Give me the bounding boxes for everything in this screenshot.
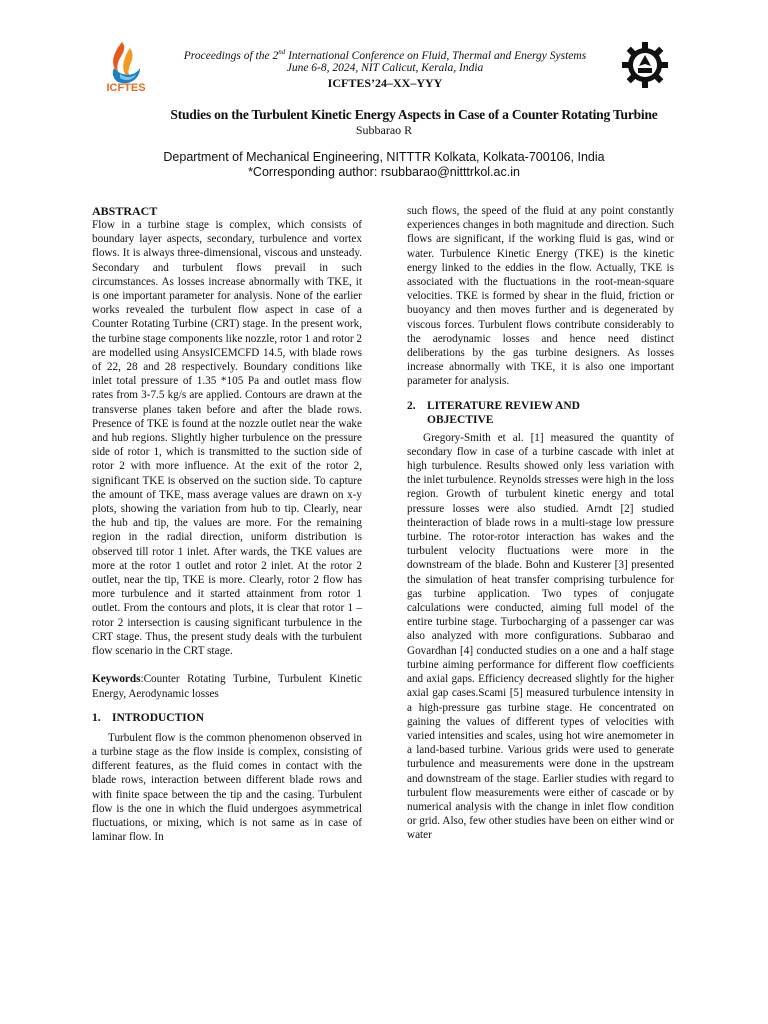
section-title	[427, 399, 580, 427]
institute-seal	[620, 40, 670, 90]
section-number: 1.	[92, 711, 101, 724]
keywords-label: Keywords	[92, 673, 141, 686]
section-number: 2.	[407, 399, 416, 412]
introduction-paragraph-continued: such flows, the speed of the fluid at any point constantly experiences changes in both magnitude and direction. Such flows are significant, if the working fluid is gas, wind or water. Turbulence Kinetic Energy (TKE) is the kinetic energy linked to the eddies in the flow. Actually, TKE is associated with the fluctuations in the root-mean-square velocities. TKE is formed by shear in the fluid, friction or buoyancy and then moves further and is degenerated by viscous forces. Turbulent flows contribute considerably to the aerodynamic losses and hence need distinct deliberations by the gas turbine designers. As losses increase abnormally with TKE, it is also one important parameter for analysis.	[407, 205, 674, 388]
corresponding-author: *Corresponding author: rsubbarao@nitttrkol.ac.in	[248, 165, 520, 179]
right-column	[407, 204, 674, 843]
section-title-line2: OBJECTIVE	[427, 413, 494, 426]
affiliation-block	[0, 150, 768, 180]
conference-info	[170, 46, 600, 91]
page-header	[0, 0, 768, 100]
paper-id: ICFTES’24–XX–YYY	[327, 75, 443, 90]
literature-review-paragraph: Gregory-Smith et al. [1] measured the quantity of secondary flow in case of a turbine cascade with inlet at high turbulence. Results showed only less variation with the inlet turbulence. Reynolds stresses were high in the loss region. Growth of turbulent kinetic energy and total pressure losses were also studied. Arndt [2] studied theinteraction of blade rows in a multi-stage low pressure turbine. The rotor-rotor interaction has wakes and the turbulent velocity fluctuations were more in the downstream of the blade. Bohn and Kusterer [3] presented the simulation of heat transfer comprising turbulence for gas turbine application. Two types of conjugate calculations were conducted, aiming full model of the entire turbine stage. Turbocharging of a passenger car was also analyzed with more configurations. Subbarao and Govardhan [4] conducted studies on a one and a half stage turbine aiming performance for different flow coefficients and axial gaps. Efficiency decreased slightly for the higher axial gap cases.Scami [5] measured turbulence intensity in a high-pressure gas turbine stage. He concentrated on gaining the values of different types of velocities with varied intensities and scales, using hot wire anemometer in a land-based turbine. Various grids were used to generate turbulence and measurements were done in the upstream and downstream of the stage. Earlier studies with regard to turbulent flow measurements were either of cascade or by numerical analysis with the change in inlet flow condition or grid. Also, few other studies have been on either wind or water	[407, 431, 674, 842]
affiliation: Department of Mechanical Engineering, NITTTR Kolkata, Kolkata-700106, India	[163, 150, 605, 164]
keywords-text: :Counter Rotating Turbine, Turbulent Kinetic Energy, Aerodynamic losses	[92, 673, 362, 700]
section-heading-introduction	[92, 711, 362, 725]
paper-title: Studies on the Turbulent Kinetic Energy Aspects in Case of a Counter Rotating Turbine	[170, 107, 658, 122]
icftes-logo	[100, 38, 152, 98]
gear-emblem-icon	[620, 40, 670, 90]
section-title: INTRODUCTION	[112, 711, 205, 724]
logo-wordmark: ICFTES	[106, 82, 146, 94]
abstract-text: Flow in a turbine stage is complex, which consists of boundary layer aspects, secondary, turbulence and vortex flows. It is always three-dimensional, viscous and unsteady. Secondary and turbulent flows prevail in such circumstances. As losses increase abnormally with TKE, it is one important parameter for analysis. None of the earlier works revealed the turbulent flow aspect in case of a Counter Rotating Turbine (CRT) stage. In the present work, the turbine stage components like nozzle, rotor 1 and rotor 2 are modelled using AnsysICEMCFD 14.5, with blade rows of 22, 28 and 28 respectively. Boundary conditions like inlet total pressure of 1.35 *105 Pa and outlet mass flow rates from 3-7.5 kg/s are applied. Contours are drawn at the transverse planes taken before and after the blade rows. Presence of TKE is found at the nozzle outlet near the wake and hub regions. Slightly higher turbulence on the pressure side of rotor 1, which is transmitted to the suction side of rotor 2 with more influence. At the exit of the rotor 2, significant TKE is observed on the suction side. To capture the amount of TKE, mass average values are drawn on x-y plots, showing the variation from hub to tip. Clearly, near the hub and tip, the values are more. For the remaining region in the radial direction, uniform distribution is observed till rotor 1 inlet. After wards, the TKE values are more at the rotor 1 outlet and rotor 2 inlet. At the rotor 2 outlet, near the tip, TKE is more. Clearly, rotor 2 flow has more turbulence and it started attainment from rotor 1 outlet. From the contours and plots, it is clear that rotor 1 – rotor 2 intersection is causing significant turbulence in the CRT stage. Thus, the present study deals with the turbulent flow scenario in the CRT stage.	[92, 219, 362, 658]
author-name: Subbarao R	[355, 123, 413, 137]
keywords	[92, 672, 362, 700]
introduction-paragraph: Turbulent flow is the common phenomenon observed in a turbine stage as the flow inside is complex, consisting of different features, as the fluid comes in contact with the blade rows, interaction between different blade rows and with finite space between the tip and the casing. Turbulent flow is the one in which the fluid undergoes asymmetrical fluctuations, or mixing, which is not same as in case of laminar flow. In	[92, 731, 362, 844]
abstract-heading: ABSTRACT	[92, 204, 158, 218]
dates-location: June 6-8, 2024, NIT Calicut, Kerala, India	[286, 61, 484, 74]
proceedings-line: Proceedings of the 2nd International Conference on Fluid, Thermal and Energy Systems	[183, 48, 587, 62]
section-heading-literature-review	[407, 399, 674, 427]
section-title-line1: LITERATURE REVIEW AND	[427, 399, 580, 412]
left-column	[92, 204, 362, 844]
